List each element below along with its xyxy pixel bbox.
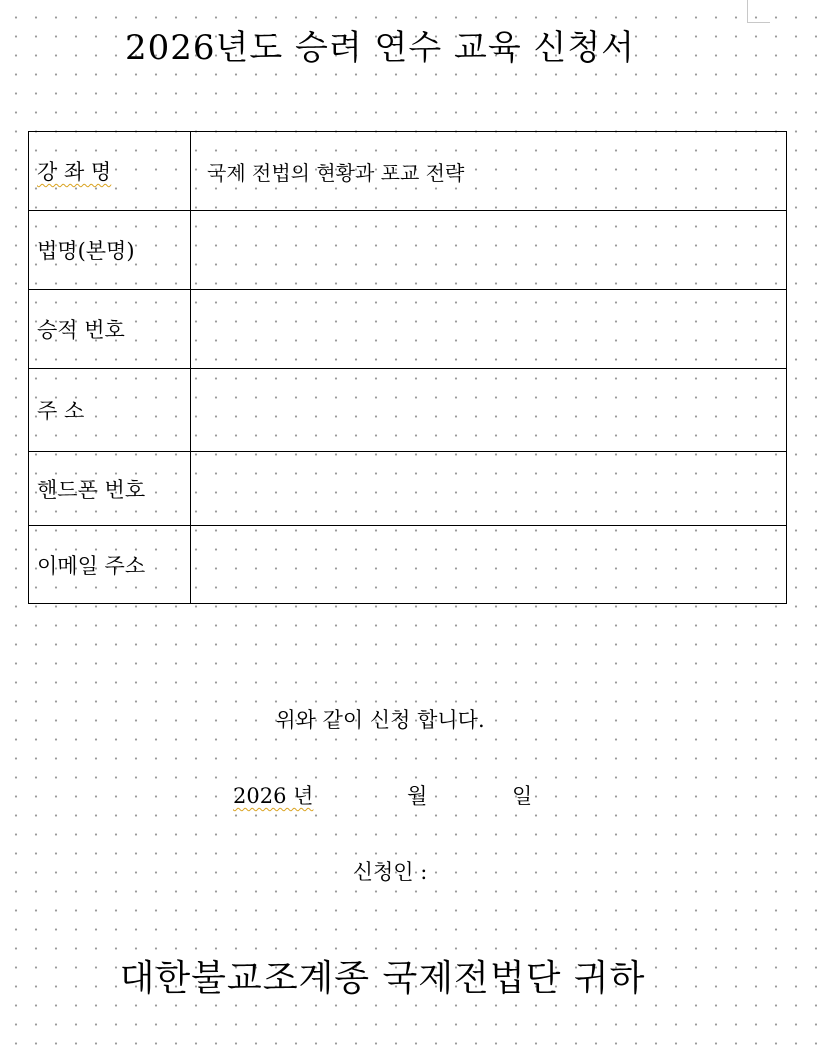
application-form-table: [28, 131, 787, 604]
recipient-closing: 대한불교조계종 국제전법단 귀하: [119, 958, 646, 999]
address-label: 주 소: [29, 369, 191, 452]
address-field[interactable]: [191, 369, 787, 452]
form-row-registration-number: [29, 290, 787, 369]
form-row-course: [29, 132, 787, 211]
form-row-phone: [29, 452, 787, 526]
registration-number-field[interactable]: [191, 290, 787, 369]
email-field[interactable]: [191, 526, 787, 604]
email-label: 이메일 주소: [29, 526, 191, 604]
date-day: 일: [512, 784, 533, 808]
date-month: 월: [407, 784, 428, 808]
form-row-address: [29, 369, 787, 452]
form-row-email: [29, 526, 787, 604]
application-statement: 위와 같이 신청 합니다.: [275, 708, 485, 732]
phone-field[interactable]: [191, 452, 787, 526]
phone-label: 핸드폰 번호: [29, 452, 191, 526]
form-row-dharma-name: [29, 211, 787, 290]
date-year: 2026 년: [233, 784, 314, 808]
document-title: 2026년도 승려 연수 교육 신청서: [124, 28, 636, 68]
dharma-name-field[interactable]: [191, 211, 787, 290]
dharma-name-label: 법명(본명): [29, 211, 191, 290]
course-name-label: 강 좌 명: [29, 132, 191, 211]
applicant-label: 신청인 :: [352, 860, 428, 884]
registration-number-label: 승적 번호: [29, 290, 191, 369]
course-name-value[interactable]: 국제 전법의 현황과 포교 전략: [191, 132, 787, 211]
